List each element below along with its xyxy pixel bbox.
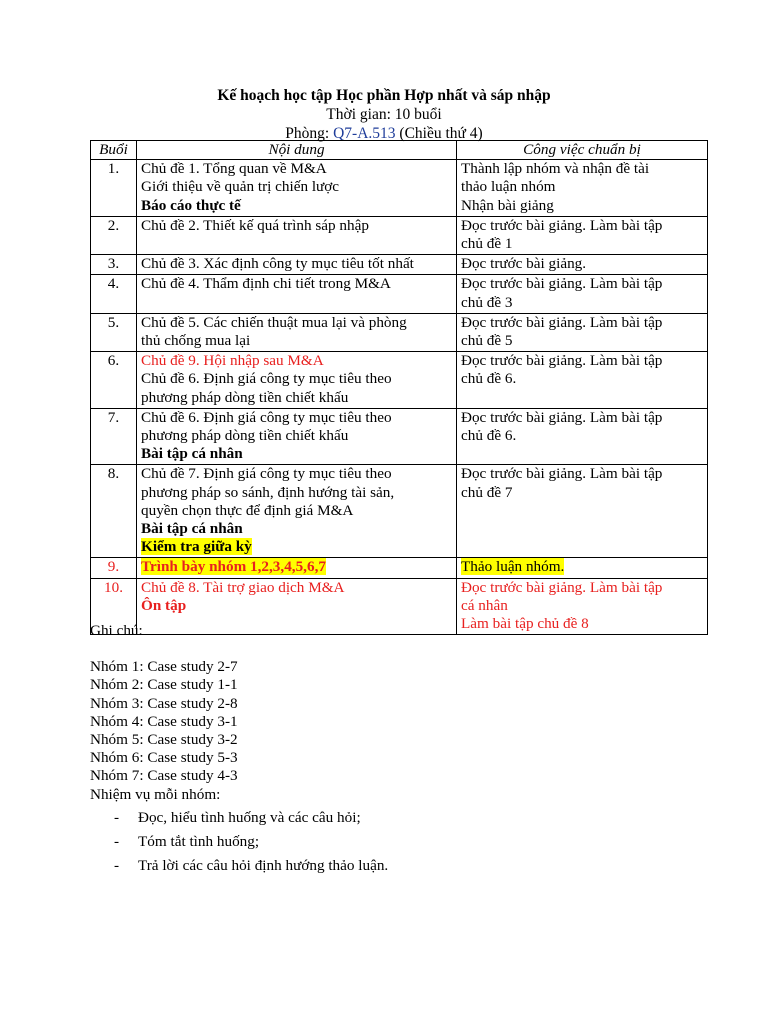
room-prefix: Phòng: bbox=[285, 125, 334, 142]
table-row bbox=[91, 275, 708, 313]
task-item bbox=[90, 830, 388, 854]
session-preparation bbox=[457, 578, 708, 635]
task-item bbox=[90, 854, 388, 878]
document-header bbox=[0, 86, 768, 143]
session-number: 7. bbox=[91, 408, 137, 465]
table-row bbox=[91, 558, 708, 578]
session-content bbox=[137, 216, 457, 254]
prep-line: Đọc trước bài giảng. bbox=[461, 255, 587, 273]
session-content bbox=[137, 313, 457, 351]
prep-line: cá nhân bbox=[461, 596, 508, 614]
prep-line: Đọc trước bài giảng. Làm bài tập bbox=[461, 578, 663, 596]
session-preparation bbox=[457, 352, 708, 409]
list-dash: - bbox=[114, 832, 120, 850]
content-line: quyền chọn thực để định giá M&A bbox=[141, 501, 354, 519]
prep-line: thảo luận nhóm bbox=[461, 178, 556, 196]
prep-line: Làm bài tập chủ đề 8 bbox=[461, 615, 589, 633]
content-line: Chủ đề 6. Định giá công ty mục tiêu theo bbox=[141, 370, 392, 388]
content-line: Giới thiệu về quản trị chiến lược bbox=[141, 178, 340, 196]
table-row bbox=[91, 313, 708, 351]
table-row bbox=[91, 465, 708, 558]
task-text: Trả lời các câu hỏi định hướng thảo luận. bbox=[138, 856, 389, 874]
task-text: Tóm tắt tình huống; bbox=[138, 832, 260, 850]
content-line: Bài tập cá nhân bbox=[141, 520, 243, 538]
session-number: 10. bbox=[91, 578, 137, 635]
session-number: 1. bbox=[91, 160, 137, 217]
task-list bbox=[90, 806, 388, 878]
session-content bbox=[137, 558, 457, 578]
content-line: Chủ đề 8. Tài trợ giao dịch M&A bbox=[141, 578, 345, 596]
group-presentation-highlight: Trình bày nhóm 1,2,3,4,5,6,7 bbox=[141, 558, 326, 576]
prep-line: chủ đề 5 bbox=[461, 332, 513, 350]
column-header-session: Buổi bbox=[91, 141, 137, 160]
prep-line: Đọc trước bài giảng. Làm bài tập bbox=[461, 465, 663, 483]
task-text: Đọc, hiểu tình huống và các câu hỏi; bbox=[138, 808, 361, 826]
prep-line: Thành lập nhóm và nhận đề tài bbox=[461, 160, 650, 178]
notes-section bbox=[90, 622, 388, 878]
table-header-row bbox=[91, 141, 708, 160]
session-number: 4. bbox=[91, 275, 137, 313]
session-content bbox=[137, 160, 457, 217]
content-line: Chủ đề 6. Định giá công ty mục tiêu theo bbox=[141, 408, 392, 426]
prep-line: chủ đề 3 bbox=[461, 293, 513, 311]
table-row bbox=[91, 408, 708, 465]
notes-label: Ghi chú: bbox=[90, 622, 143, 639]
session-content bbox=[137, 352, 457, 409]
prep-line: Đọc trước bài giảng. Làm bài tập bbox=[461, 313, 663, 331]
content-line: phương pháp dòng tiền chiết khấu bbox=[141, 388, 349, 406]
prep-line: chủ đề 6. bbox=[461, 370, 517, 388]
session-content bbox=[137, 275, 457, 313]
content-line: Chủ đề 4. Thẩm định chi tiết trong M&A bbox=[141, 275, 391, 293]
content-line: Chủ đề 9. Hội nhập sau M&A bbox=[141, 352, 324, 370]
prep-line: Đọc trước bài giảng. Làm bài tập bbox=[461, 216, 663, 234]
table-row bbox=[91, 160, 708, 217]
table-row bbox=[91, 216, 708, 254]
room-suffix: (Chiều thứ 4) bbox=[395, 125, 483, 142]
content-line: Chủ đề 2. Thiết kế quá trình sáp nhập bbox=[141, 216, 369, 234]
session-preparation bbox=[457, 313, 708, 351]
task-item bbox=[90, 806, 388, 830]
session-preparation bbox=[457, 216, 708, 254]
prep-line: Nhận bài giảng bbox=[461, 196, 554, 214]
table-row bbox=[91, 352, 708, 409]
column-header-content: Nội dung bbox=[137, 141, 457, 160]
session-number: 6. bbox=[91, 352, 137, 409]
session-number: 8. bbox=[91, 465, 137, 558]
content-line: Ôn tập bbox=[141, 596, 187, 614]
group-assignment: Nhóm 7: Case study 4-3 bbox=[90, 767, 238, 785]
session-content bbox=[137, 465, 457, 558]
list-dash: - bbox=[114, 856, 120, 874]
midterm-exam-highlight: Kiểm tra giữa kỳ bbox=[141, 538, 252, 556]
prep-line: Đọc trước bài giảng. Làm bài tập bbox=[461, 275, 663, 293]
content-line: Báo cáo thực tế bbox=[141, 196, 241, 214]
prep-line: Đọc trước bài giảng. Làm bài tập bbox=[461, 352, 663, 370]
session-content bbox=[137, 255, 457, 275]
room-code: Q7-A.513 bbox=[333, 125, 396, 142]
group-assignment: Nhóm 2: Case study 1-1 bbox=[90, 676, 238, 694]
session-preparation bbox=[457, 255, 708, 275]
group-assignment: Nhóm 3: Case study 2-8 bbox=[90, 694, 238, 712]
tasks-label: Nhiệm vụ mỗi nhóm: bbox=[90, 785, 221, 803]
content-line: Chủ đề 1. Tổng quan về M&A bbox=[141, 160, 327, 178]
prep-line: chủ đề 1 bbox=[461, 235, 513, 253]
session-preparation bbox=[457, 465, 708, 558]
prep-line: chủ đề 7 bbox=[461, 483, 513, 501]
session-preparation bbox=[457, 275, 708, 313]
session-preparation bbox=[457, 408, 708, 465]
prep-line: chủ đề 6. bbox=[461, 427, 517, 445]
session-number: 5. bbox=[91, 313, 137, 351]
session-number: 2. bbox=[91, 216, 137, 254]
session-number: 9. bbox=[91, 558, 137, 578]
session-number: 3. bbox=[91, 255, 137, 275]
group-assignment: Nhóm 4: Case study 3-1 bbox=[90, 712, 238, 730]
group-assignment: Nhóm 5: Case study 3-2 bbox=[90, 731, 238, 749]
session-content bbox=[137, 408, 457, 465]
session-preparation bbox=[457, 160, 708, 217]
content-line: thủ chống mua lại bbox=[141, 332, 251, 350]
content-line: Chủ đề 5. Các chiến thuật mua lại và phòng bbox=[141, 313, 407, 331]
group-assignment: Nhóm 6: Case study 5-3 bbox=[90, 749, 238, 767]
study-plan-table bbox=[90, 140, 708, 635]
content-line: phương pháp dòng tiền chiết khấu bbox=[141, 427, 349, 445]
content-line: Chủ đề 3. Xác định công ty mục tiêu tốt nhất bbox=[141, 255, 414, 273]
content-line: Chủ đề 7. Định giá công ty mục tiêu theo bbox=[141, 465, 392, 483]
course-duration: Thời gian: 10 buổi bbox=[326, 106, 442, 123]
group-assignment: Nhóm 1: Case study 2-7 bbox=[90, 658, 238, 676]
prep-line: Đọc trước bài giảng. Làm bài tập bbox=[461, 408, 663, 426]
group-discussion-highlight: Thảo luận nhóm. bbox=[461, 558, 565, 576]
document-title: Kế hoạch học tập Học phần Hợp nhất và sáp nhập bbox=[217, 87, 551, 104]
content-line: Bài tập cá nhân bbox=[141, 445, 243, 463]
table-row bbox=[91, 255, 708, 275]
content-line: phương pháp so sánh, định hướng tài sản, bbox=[141, 483, 395, 501]
session-preparation bbox=[457, 558, 708, 578]
column-header-preparation: Công việc chuẩn bị bbox=[457, 141, 708, 160]
list-dash: - bbox=[114, 808, 120, 826]
